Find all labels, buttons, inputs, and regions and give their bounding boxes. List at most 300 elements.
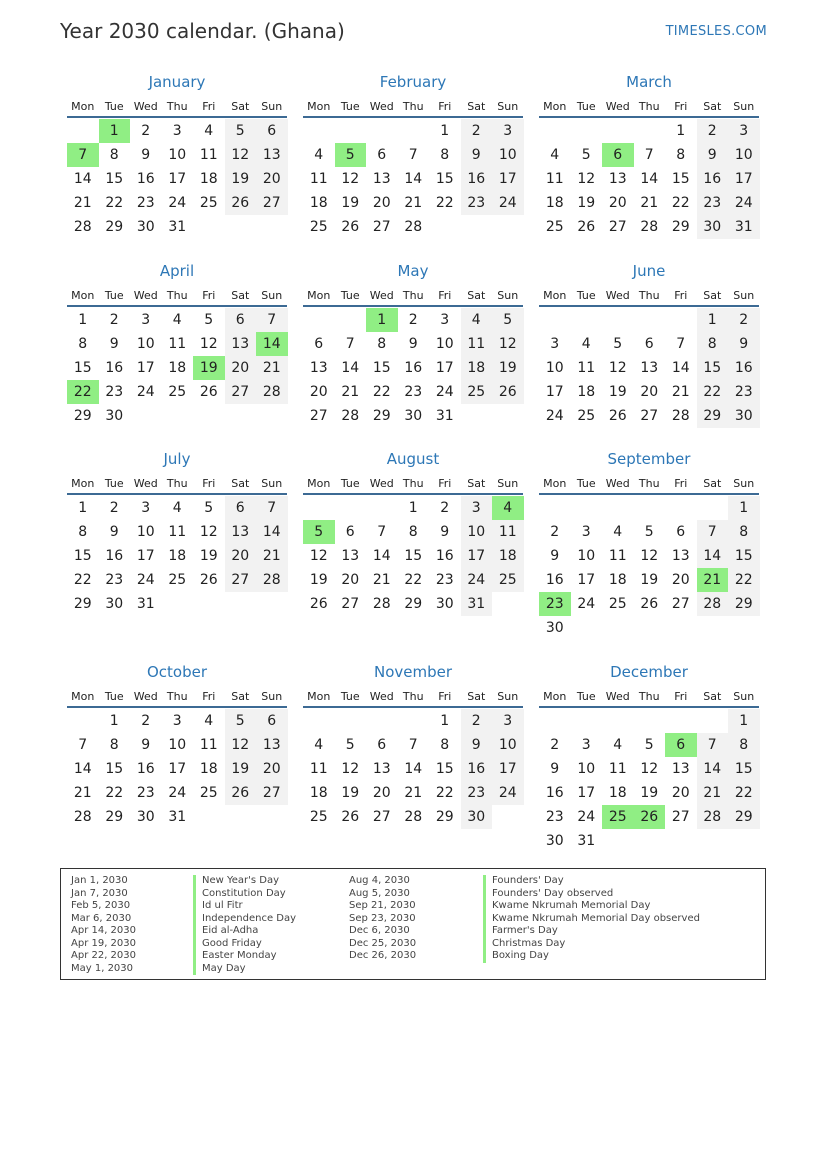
holiday-date: Aug 5, 2030 [349, 887, 410, 899]
day-cell: 12 [199, 524, 218, 540]
empty-cell [366, 709, 398, 733]
day-cell: 6 [644, 336, 654, 352]
day-cell: 8 [78, 524, 88, 540]
day-cell: 28 [73, 219, 92, 235]
weekday-label: Tue [340, 289, 360, 302]
day-cell: 11 [309, 761, 328, 777]
weekday-label: Sun [733, 690, 755, 703]
day-cell: 3 [172, 713, 182, 729]
day-cell: 23 [697, 191, 729, 215]
day-cell: 31 [435, 408, 454, 424]
holiday-name: Constitution Day [193, 888, 296, 901]
weekday-label: Fri [674, 690, 688, 703]
month-name: January [148, 73, 206, 91]
weekday-label: Tue [104, 690, 124, 703]
day-cell: 20 [671, 785, 690, 801]
site-logo-link[interactable]: TIMESLES.COM [665, 24, 767, 39]
day-cell: 23 [404, 384, 423, 400]
day-grid [539, 308, 759, 428]
holiday-name: Eid al-Adha [193, 925, 296, 938]
day-cell: 29 [728, 592, 760, 616]
day-cell: 23 [105, 572, 124, 588]
empty-cell [697, 496, 729, 520]
day-cell: 31 [136, 596, 155, 612]
day-cell: 17 [461, 544, 493, 568]
day-cell: 20 [372, 195, 391, 211]
day-cell: 7 [408, 147, 418, 163]
day-cell: 2 [550, 737, 560, 753]
day-cell: 8 [109, 147, 119, 163]
day-cell: 17 [435, 360, 454, 376]
day-cell: 24 [492, 781, 524, 805]
day-cell: 5 [581, 147, 591, 163]
day-cell: 25 [168, 384, 187, 400]
weekday-label: Wed [369, 289, 394, 302]
day-cell: 29 [73, 408, 92, 424]
day-cell: 27 [309, 408, 328, 424]
day-cell: 29 [73, 596, 92, 612]
day-grid [67, 709, 287, 829]
weekday-header [539, 473, 759, 495]
day-cell: 10 [577, 761, 596, 777]
weekday-label: Fri [438, 690, 452, 703]
weekday-label: Tue [104, 100, 124, 113]
holiday-name: Farmer's Day [483, 925, 700, 938]
day-cell: 22 [372, 384, 391, 400]
day-cell: 28 [256, 568, 288, 592]
day-cell: 15 [728, 757, 760, 781]
holiday-name: Boxing Day [483, 950, 700, 963]
day-cell: 20 [341, 572, 360, 588]
day-cell: 21 [73, 785, 92, 801]
month-name: November [373, 663, 453, 681]
weekday-label: Tue [576, 100, 596, 113]
day-cell: 20 [256, 167, 288, 191]
holiday-name: New Year's Day [193, 875, 296, 888]
day-cell: 23 [136, 195, 155, 211]
empty-cell [67, 709, 99, 733]
day-cell: 8 [440, 147, 450, 163]
empty-cell [366, 496, 398, 520]
empty-cell [602, 496, 634, 520]
day-grid [303, 119, 523, 239]
day-cell: 4 [550, 147, 560, 163]
day-cell: 26 [199, 572, 218, 588]
weekday-label: Sat [467, 477, 486, 490]
holiday-date: Sep 23, 2030 [349, 912, 416, 924]
weekday-header [67, 96, 287, 118]
day-cell: 7 [697, 520, 729, 544]
day-cell: 12 [225, 143, 257, 167]
month-october [67, 662, 287, 829]
day-cell: 13 [671, 761, 690, 777]
day-cell: 18 [199, 171, 218, 187]
day-cell: 18 [168, 360, 187, 376]
empty-cell [539, 709, 571, 733]
day-cell: 10 [168, 147, 187, 163]
holiday-day-cell: 23 [539, 592, 571, 616]
day-cell: 6 [377, 737, 387, 753]
weekday-header [539, 96, 759, 118]
day-cell: 3 [581, 524, 591, 540]
month-name: September [607, 450, 691, 468]
holiday-date: Dec 26, 2030 [349, 950, 417, 961]
day-cell: 3 [172, 123, 182, 139]
day-cell: 14 [341, 360, 360, 376]
day-cell: 9 [697, 143, 729, 167]
day-cell: 30 [136, 219, 155, 235]
empty-cell [571, 496, 603, 520]
month-april [67, 261, 287, 428]
day-cell: 16 [697, 167, 729, 191]
day-cell: 5 [204, 312, 214, 328]
day-cell: 25 [577, 408, 596, 424]
empty-cell [665, 709, 697, 733]
holiday-name: Kwame Nkrumah Memorial Day observed [483, 913, 700, 926]
weekday-label: Thu [402, 477, 424, 490]
day-grid [67, 496, 287, 616]
month-december [539, 662, 759, 853]
weekday-label: Sun [497, 690, 519, 703]
day-cell: 22 [728, 568, 760, 592]
day-cell: 28 [256, 380, 288, 404]
day-cell: 25 [545, 219, 564, 235]
day-cell: 25 [461, 380, 493, 404]
day-cell: 27 [256, 781, 288, 805]
day-cell: 9 [141, 147, 151, 163]
day-cell: 5 [613, 336, 623, 352]
day-cell: 15 [73, 548, 92, 564]
weekday-header [67, 473, 287, 495]
holiday-day-cell: 5 [335, 143, 367, 167]
holiday-name: Founders' Day [483, 875, 700, 888]
day-cell: 14 [256, 520, 288, 544]
day-cell: 27 [608, 219, 627, 235]
day-cell: 27 [225, 568, 257, 592]
day-cell: 16 [136, 761, 155, 777]
month-july [67, 449, 287, 616]
weekday-label: Fri [202, 477, 216, 490]
day-cell: 10 [545, 360, 564, 376]
day-cell: 5 [225, 119, 257, 143]
day-grid [67, 119, 287, 239]
day-grid [539, 709, 759, 853]
empty-cell [398, 119, 430, 143]
day-cell: 14 [372, 548, 391, 564]
day-cell: 16 [545, 572, 564, 588]
day-cell: 14 [404, 761, 423, 777]
holiday-dates-right [349, 875, 416, 963]
day-cell: 3 [492, 119, 524, 143]
empty-cell [366, 119, 398, 143]
day-cell: 6 [256, 119, 288, 143]
weekday-label: Wed [369, 690, 394, 703]
day-cell: 23 [545, 809, 564, 825]
day-cell: 14 [671, 360, 690, 376]
day-cell: 10 [136, 524, 155, 540]
weekday-label: Sat [703, 289, 722, 302]
day-cell: 13 [640, 360, 659, 376]
day-cell: 8 [728, 520, 760, 544]
day-cell: 22 [728, 781, 760, 805]
day-cell: 7 [408, 737, 418, 753]
day-cell: 21 [372, 572, 391, 588]
day-cell: 23 [461, 781, 493, 805]
weekday-label: Wed [605, 289, 630, 302]
weekday-label: Thu [638, 289, 660, 302]
weekday-label: Wed [605, 100, 630, 113]
holiday-date: Aug 4, 2030 [349, 875, 410, 886]
day-cell: 15 [671, 171, 690, 187]
day-cell: 9 [461, 143, 493, 167]
day-cell: 1 [440, 123, 450, 139]
month-august [303, 449, 523, 616]
empty-cell [665, 496, 697, 520]
day-cell: 27 [225, 380, 257, 404]
holiday-day-cell: 6 [602, 143, 634, 167]
day-cell: 29 [105, 809, 124, 825]
day-cell: 26 [225, 781, 257, 805]
day-cell: 9 [109, 336, 119, 352]
day-cell: 6 [225, 308, 257, 332]
day-cell: 18 [461, 356, 493, 380]
day-cell: 18 [168, 548, 187, 564]
empty-cell [303, 496, 335, 520]
day-cell: 27 [372, 219, 391, 235]
day-cell: 14 [640, 171, 659, 187]
day-cell: 12 [341, 761, 360, 777]
day-cell: 6 [314, 336, 324, 352]
day-cell: 15 [105, 761, 124, 777]
weekday-label: Wed [369, 100, 394, 113]
day-cell: 10 [577, 548, 596, 564]
weekday-label: Mon [543, 289, 567, 302]
day-cell: 28 [697, 805, 729, 829]
day-cell: 19 [640, 785, 659, 801]
day-grid [303, 709, 523, 829]
day-cell: 17 [492, 757, 524, 781]
empty-cell [335, 496, 367, 520]
day-cell: 5 [644, 524, 654, 540]
day-cell: 9 [728, 332, 760, 356]
weekday-label: Wed [133, 100, 158, 113]
day-cell: 18 [199, 761, 218, 777]
holiday-name: Independence Day [193, 913, 296, 926]
weekday-label: Tue [576, 690, 596, 703]
day-cell: 11 [168, 524, 187, 540]
page-title: Year 2030 calendar. (Ghana) [60, 19, 345, 43]
empty-cell [602, 709, 634, 733]
day-cell: 15 [435, 171, 454, 187]
day-cell: 20 [225, 356, 257, 380]
empty-cell [335, 709, 367, 733]
day-cell: 13 [256, 733, 288, 757]
day-cell: 19 [640, 572, 659, 588]
day-cell: 4 [204, 123, 214, 139]
day-cell: 30 [461, 805, 493, 829]
day-cell: 21 [671, 384, 690, 400]
day-cell: 5 [345, 737, 355, 753]
empty-cell [602, 119, 634, 143]
day-cell: 17 [168, 761, 187, 777]
day-cell: 31 [461, 592, 493, 616]
weekday-label: Thu [402, 289, 424, 302]
weekday-label: Sat [231, 100, 250, 113]
day-cell: 8 [676, 147, 686, 163]
day-cell: 22 [671, 195, 690, 211]
day-cell: 20 [309, 384, 328, 400]
day-cell: 10 [492, 143, 524, 167]
weekday-label: Thu [166, 690, 188, 703]
day-cell: 1 [78, 500, 88, 516]
day-grid [303, 496, 523, 616]
day-cell: 28 [671, 408, 690, 424]
day-cell: 13 [372, 761, 391, 777]
day-cell: 30 [728, 404, 760, 428]
day-cell: 11 [309, 171, 328, 187]
day-cell: 9 [550, 548, 560, 564]
day-cell: 2 [461, 119, 493, 143]
day-cell: 24 [545, 408, 564, 424]
day-cell: 9 [550, 761, 560, 777]
empty-cell [67, 119, 99, 143]
day-cell: 7 [345, 336, 355, 352]
day-cell: 25 [199, 785, 218, 801]
day-cell: 11 [492, 520, 524, 544]
day-cell: 4 [314, 737, 324, 753]
day-cell: 20 [671, 572, 690, 588]
weekday-label: Tue [104, 289, 124, 302]
day-cell: 10 [435, 336, 454, 352]
day-cell: 19 [225, 757, 257, 781]
empty-cell [539, 119, 571, 143]
weekday-label: Fri [438, 477, 452, 490]
month-january [67, 72, 287, 239]
weekday-label: Fri [674, 289, 688, 302]
month-november [303, 662, 523, 829]
day-cell: 8 [440, 737, 450, 753]
month-name: April [159, 262, 195, 280]
day-cell: 21 [404, 195, 423, 211]
day-cell: 26 [225, 191, 257, 215]
day-cell: 11 [199, 737, 218, 753]
day-cell: 12 [199, 336, 218, 352]
day-cell: 13 [225, 520, 257, 544]
day-cell: 4 [581, 336, 591, 352]
day-cell: 5 [644, 737, 654, 753]
day-cell: 30 [105, 596, 124, 612]
day-cell: 20 [372, 785, 391, 801]
weekday-label: Wed [605, 477, 630, 490]
day-cell: 28 [372, 596, 391, 612]
empty-cell [398, 709, 430, 733]
day-cell: 29 [671, 219, 690, 235]
day-cell: 24 [168, 195, 187, 211]
weekday-label: Tue [576, 289, 596, 302]
day-cell: 2 [697, 119, 729, 143]
month-march [539, 72, 759, 239]
day-cell: 28 [341, 408, 360, 424]
weekday-header [539, 285, 759, 307]
day-cell: 22 [435, 195, 454, 211]
day-cell: 16 [545, 785, 564, 801]
day-cell: 1 [78, 312, 88, 328]
holiday-list [60, 868, 766, 980]
day-cell: 19 [341, 195, 360, 211]
month-name: July [163, 450, 191, 468]
day-cell: 16 [461, 757, 493, 781]
day-cell: 29 [105, 219, 124, 235]
month-june [539, 261, 759, 428]
day-cell: 21 [404, 785, 423, 801]
day-cell: 12 [492, 332, 524, 356]
day-cell: 30 [545, 833, 564, 849]
month-name: June [632, 262, 666, 280]
day-cell: 16 [728, 356, 760, 380]
day-cell: 17 [136, 548, 155, 564]
holiday-date: Jan 7, 2030 [71, 887, 128, 899]
weekday-header [303, 473, 523, 495]
day-cell: 22 [697, 380, 729, 404]
day-cell: 15 [728, 544, 760, 568]
day-cell: 1 [676, 123, 686, 139]
day-cell: 4 [461, 308, 493, 332]
holiday-name: Kwame Nkrumah Memorial Day [483, 900, 700, 913]
day-cell: 11 [577, 360, 596, 376]
day-cell: 4 [314, 147, 324, 163]
day-cell: 3 [461, 496, 493, 520]
month-may [303, 261, 523, 428]
day-cell: 24 [577, 809, 596, 825]
day-cell: 3 [550, 336, 560, 352]
month-february [303, 72, 523, 239]
month-name: December [610, 663, 688, 681]
day-cell: 22 [404, 572, 423, 588]
holiday-names-right [483, 875, 700, 963]
day-cell: 10 [492, 733, 524, 757]
day-cell: 2 [461, 709, 493, 733]
day-cell: 30 [404, 408, 423, 424]
day-cell: 9 [408, 336, 418, 352]
day-cell: 11 [199, 147, 218, 163]
day-cell: 14 [404, 171, 423, 187]
weekday-label: Thu [638, 100, 660, 113]
day-cell: 8 [697, 332, 729, 356]
day-cell: 31 [577, 833, 596, 849]
holiday-name: Good Friday [193, 938, 296, 951]
day-cell: 27 [640, 408, 659, 424]
day-cell: 4 [172, 312, 182, 328]
day-cell: 28 [73, 809, 92, 825]
day-cell: 24 [728, 191, 760, 215]
day-cell: 2 [109, 500, 119, 516]
weekday-label: Thu [166, 100, 188, 113]
day-cell: 17 [545, 384, 564, 400]
empty-cell [335, 119, 367, 143]
day-cell: 17 [136, 360, 155, 376]
day-cell: 29 [697, 404, 729, 428]
holiday-name: Christmas Day [483, 938, 700, 951]
day-cell: 7 [644, 147, 654, 163]
day-cell: 11 [545, 171, 564, 187]
day-cell: 16 [461, 167, 493, 191]
empty-cell [539, 496, 571, 520]
day-cell: 30 [435, 596, 454, 612]
day-cell: 27 [372, 809, 391, 825]
day-cell: 10 [136, 336, 155, 352]
empty-cell [634, 308, 666, 332]
day-cell: 19 [577, 195, 596, 211]
